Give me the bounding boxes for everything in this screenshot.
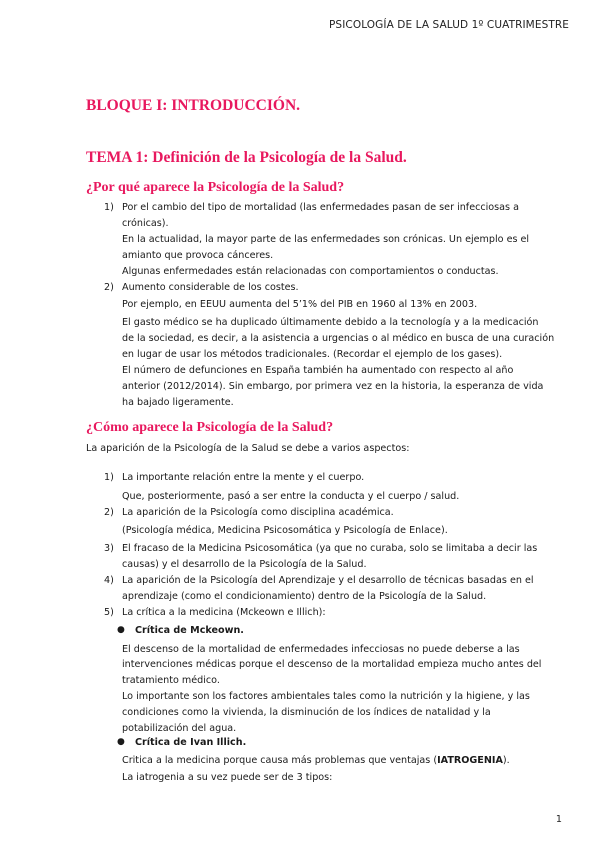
paragraph-line: ha bajado ligeramente. [122,397,234,408]
paragraph-line: El descenso de la mortalidad de enfermedades infecciosas no puede deberse a las [122,644,520,655]
bullet-icon: ● [117,625,125,635]
paragraph-line: amianto que provoca cánceres. [122,250,274,261]
paragraph-line: Aumento considerable de los costes. [122,282,299,293]
paragraph-line: causas) y el desarrollo de la Psicología de la Salud. [122,559,367,570]
paragraph-line: en lugar de usar los métodos tradicionales. (Recordar el ejemplo de los gases). [122,349,503,360]
list-number: 1) [104,472,114,483]
paragraph-line: potabilización del agua. [122,723,237,734]
paragraph-line: La aparición de la Psicología del Aprendizaje y el desarrollo de técnicas basadas en el [122,575,534,586]
text-segment: Critica a la medicina porque causa más problemas que ventajas ( [122,755,438,766]
list-number: 4) [104,575,114,586]
bullet-icon: ● [117,737,125,747]
page-number: 1 [555,814,562,825]
list-number: 5) [104,607,114,618]
list-number: 1) [104,202,114,213]
paragraph-line: condiciones como la vivienda, la disminución de los índices de natalidad y la [122,707,491,718]
paragraph-line: La crítica a la medicina (Mckeown e Illich): [122,607,326,618]
paragraph-line: Lo importante son los factores ambientales tales como la nutrición y la higiene, y las [122,691,530,702]
list-number: 2) [104,507,114,518]
paragraph-line: anterior (2012/2014). Sin embargo, por primera vez en la historia, la esperanza de vida [122,381,544,392]
paragraph-line: El gasto médico se ha duplicado últimamente debido a la tecnología y a la medicación [122,317,539,328]
paragraph-line: El número de defunciones en España también ha aumentado con respecto al año [122,365,514,376]
page-header: PSICOLOGÍA DE LA SALUD 1º CUATRIMESTRE [329,19,569,31]
paragraph-line: de la sociedad, es decir, a la asistencia a urgencias o al médico en busca de una curación [122,333,555,344]
list-number: 3) [104,543,114,554]
text-segment: ). [502,755,510,766]
paragraph-line: Por el cambio del tipo de mortalidad (las enfermedades pasan de ser infecciosas a [122,202,519,213]
paragraph-line: La importante relación entre la mente y el cuerpo. [122,472,365,483]
paragraph-line: crónicas). [122,218,169,229]
paragraph-line: intervenciones médicas porque el descenso de la mortalidad empieza mucho antes del [122,659,542,670]
paragraph-line [122,755,510,766]
paragraph-line: En la actualidad, la mayor parte de las enfermedades son crónicas. Un ejemplo es el [122,234,530,245]
bloque-title: BLOQUE I: INTRODUCCIÓN. [86,97,301,114]
paragraph-line: tratamiento médico. [122,675,220,686]
paragraph-line: (Psicología médica, Medicina Psicosomática y Psicología de Enlace). [122,525,448,536]
paragraph-line: La iatrogenia a su vez puede ser de 3 tipos: [122,772,333,783]
list-number: 2) [104,282,114,293]
paragraph-line: Por ejemplo, en EEUU aumenta del 5’1% del PIB en 1960 al 13% en 2003. [122,299,478,310]
bullet-title-mckeown: Crítica de Mckeown. [135,625,244,636]
paragraph-line: Algunas enfermedades están relacionadas con comportamientos o conductas. [122,266,499,277]
paragraph-line: El fracaso de la Medicina Psicosomática (ya que no curaba, solo se limitaba a decir las [122,543,538,554]
paragraph-line: La aparición de la Psicología como disciplina académica. [122,507,394,518]
section2-intro: La aparición de la Psicología de la Salud se debe a varios aspectos: [86,443,410,454]
tema-title: TEMA 1: Definición de la Psicología de la Salud. [86,149,407,166]
paragraph-line: aprendizaje (como el condicionamiento) dentro de la Psicología de la Salud. [122,591,487,602]
section1-title: ¿Por qué aparece la Psicología de la Salud? [86,180,345,195]
iatrogenia-term: IATROGENIA [437,755,503,766]
paragraph-line: Que, posteriormente, pasó a ser entre la conducta y el cuerpo / salud. [122,491,460,502]
bullet-title-illich: Crítica de Ivan Illich. [135,737,247,748]
section2-title: ¿Cómo aparece la Psicología de la Salud? [86,420,334,435]
